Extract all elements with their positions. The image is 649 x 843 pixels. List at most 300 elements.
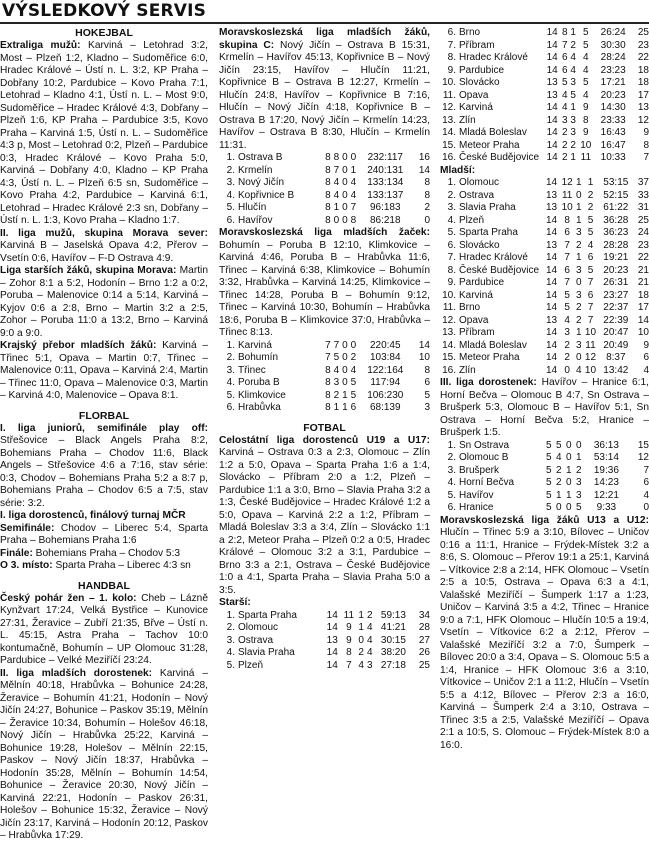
table-cell: 6. xyxy=(447,27,456,38)
table-cell: 1 xyxy=(576,202,582,213)
table-row xyxy=(219,177,430,190)
table-cell: 14 xyxy=(545,214,558,226)
table-cell: 16 xyxy=(418,152,430,163)
table-cell: 4 xyxy=(583,89,589,101)
results-paragraph xyxy=(0,423,208,511)
table-row xyxy=(440,202,649,215)
table-cell: 5. xyxy=(226,389,235,401)
table-cell: 11 xyxy=(343,609,355,621)
table-cell: 1 xyxy=(342,402,348,413)
table-cell: 18 xyxy=(637,64,649,76)
team-name: Poruba B xyxy=(238,377,280,388)
table-cell: 4 xyxy=(333,189,340,201)
league-label: Moravskoslezská liga mladších žaček: xyxy=(219,227,430,238)
table-cell: 0 xyxy=(342,377,348,388)
table-cell: 9 xyxy=(583,102,589,113)
table-cell: 14 xyxy=(546,127,558,138)
table-cell: 0 xyxy=(333,214,340,226)
table-cell: 16. xyxy=(442,364,456,376)
column-3 xyxy=(440,27,649,751)
table-cell: 3. xyxy=(226,177,235,188)
table-cell: 3 xyxy=(576,477,582,488)
table-cell: 20:49 xyxy=(603,339,629,351)
table-cell: 3 xyxy=(564,327,570,338)
table-cell: 12. xyxy=(442,314,456,326)
standings-table xyxy=(440,177,649,377)
table-cell: 25 xyxy=(637,27,649,38)
table-row xyxy=(440,440,649,453)
table-cell: 2 xyxy=(570,39,576,51)
results-paragraph xyxy=(0,668,208,843)
table-cell: 232:117 xyxy=(367,152,403,163)
table-row xyxy=(440,177,649,190)
table-cell: 1 xyxy=(570,27,576,38)
table-cell: 6 xyxy=(562,64,568,76)
results-paragraph xyxy=(219,435,430,598)
table-row xyxy=(440,252,649,265)
table-cell: 4 xyxy=(366,622,373,633)
table-cell: 22 xyxy=(637,252,649,263)
table-cell: 37 xyxy=(637,177,649,188)
table-cell: 12 xyxy=(561,177,573,188)
table-cell: 0 xyxy=(342,152,348,163)
table-cell: 0 xyxy=(576,352,582,363)
table-cell: 4 xyxy=(643,364,649,376)
table-cell: 68:139 xyxy=(369,402,401,413)
table-cell: 2 xyxy=(350,352,357,363)
table-cell: 36:13 xyxy=(593,439,619,451)
table-cell: 8 xyxy=(346,647,352,658)
table-cell: 23:23 xyxy=(600,64,626,76)
table-cell: 11. xyxy=(442,89,456,101)
table-cell: 12. xyxy=(442,102,456,113)
table-cell: 5. xyxy=(447,489,456,501)
table-cell: 8 xyxy=(325,164,331,176)
table-row xyxy=(219,365,430,378)
table-cell: 1 xyxy=(333,402,340,413)
table-cell: 1 xyxy=(587,177,594,188)
table-cell: 8. xyxy=(447,264,456,276)
table-cell: 0 xyxy=(576,439,582,451)
results-text: Karviná – Mělnín 40:18, Hrabůvka – Bohunice 24:28, Žeravice – Bohumín 41:21, Hodonín – Nový Jičín 24:27, Bohunice – Paskov 35:19, Mělnín – Žeravice 10:34, Bohumín – Holešov 46:18, Nový Jičín – Hrabůvka 25:22, Karviná – Bohunice 19:28, Holešov – Mělnín 22:15, Paskov – Nový Jičín 18:37, Hrabůvka – Hodonín 35:28, Mělnín – Bohumín 14:54, Bohunice – Žeravice 20:30, Nový Jičín – Karviná 22:21, Hodonín – Paskov 26:31, Holešov – Bohunice 15:32, Žeravice – Nový Jičín 23:17, Karviná – Hodonín 20:12, Paskov – Hrabůvka 17:29. xyxy=(0,667,208,841)
table-cell: 13. xyxy=(442,327,456,338)
table-cell: 23:27 xyxy=(603,289,629,301)
table-cell: 23:33 xyxy=(600,114,626,126)
table-cell: 8 xyxy=(583,114,589,126)
results-text: Karviná – Letohrad 3:2, Most – Plzeň 1:2, Kladno – Sudoměřice 6:0, Hradec Králové – Ústí n. L. 3:2, KP Praha – Dobřany 10:2, Pardubice – Kovo Praha 7:1, Letohrad – Kladno 4:1, Ústí n. L. – Most 9:0, Sudoměřice – Hradec Králové 4:3, Dobřany – Plzeň 1:6, KP Praha – Pardubice 3:5, Kovo Praha – Karviná 1:5, Ústí n. L. – Sudoměřice 4:3 p, Most – Letohrad 0:2, Plzeň – Pardubice 0:3, Hradec Králové – Kovo Praha 5:0, Karviná – Dobřany 4:0, Kladno – KP Praha 4:3, Ústí n. L. – Plzeň 6:5 sn, Sudoměřice – Kovo Praha 4:2, Pardubice – Karviná 6:1, Letohrad – Hradec Králové 2:3 sn, Dobřany – Ústí n. L. 1:3, Kovo Praha – Kladno 1:7. xyxy=(0,40,208,226)
team-name: Sparta Praha xyxy=(459,227,518,238)
table-cell: 4 xyxy=(562,102,568,113)
table-cell: 0 xyxy=(576,277,582,288)
table-cell: 2 xyxy=(570,139,576,151)
table-row xyxy=(440,52,649,65)
table-row xyxy=(440,127,649,140)
results-text: Nový Jičín – Ostrava B 15:31, Krmelín – Havířov 45:13, Kopřivnice B – Nový Jičín 23:15, Havířov – Hlučín 11:21, Kopřivnice B – Ostrava B 12:27, Krmelín – Hlučín 24:8, Havířov – Kopřivnice B 7:16, Hlučín – Nový Jičín 4:18, Kopřivnice B – Ostrava B 17:20, Nový Jičín – Krmelín 14:23, Havířov – Ostrava B 8:30, Hlučín – Krmelín 11:31. xyxy=(219,39,430,151)
table-cell: 1 xyxy=(358,609,364,621)
table-cell: 3 xyxy=(333,377,340,388)
team-name: Ostrava xyxy=(459,189,495,201)
section-heading-hokejbal: HOKEJBAL xyxy=(75,27,133,39)
table-row xyxy=(440,190,649,203)
table-cell: 18 xyxy=(637,289,649,301)
table-cell: 5 xyxy=(424,389,430,401)
table-cell: 27:18 xyxy=(380,659,406,671)
table-cell: 1. xyxy=(226,609,235,621)
table-cell: 14 xyxy=(326,647,338,658)
team-name: Hrabůvka xyxy=(238,402,281,413)
table-cell: 11 xyxy=(580,152,592,163)
table-cell: 2 xyxy=(358,647,364,658)
table-cell: 0 xyxy=(342,364,348,376)
table-cell: 3. xyxy=(226,364,235,376)
team-name: Karviná xyxy=(459,289,493,301)
standings-table xyxy=(219,340,430,415)
team-name: Hradec Králové xyxy=(459,52,528,63)
table-cell: 4 xyxy=(350,364,357,376)
column-2 xyxy=(219,27,430,744)
table-cell: 220:45 xyxy=(369,339,401,351)
table-cell: 23 xyxy=(637,239,649,251)
table-cell: 13 xyxy=(545,189,558,201)
results-paragraph xyxy=(0,265,208,340)
team-name: Hradec Králové xyxy=(459,252,528,263)
table-cell: 4. xyxy=(226,647,235,658)
table-cell: 10 xyxy=(584,327,597,338)
table-cell: 6. xyxy=(226,402,235,413)
table-cell: 14 xyxy=(545,252,558,263)
table-cell: 96:183 xyxy=(369,202,401,213)
table-cell: 0 xyxy=(576,189,582,201)
table-row xyxy=(219,152,430,165)
table-cell: 8 xyxy=(333,152,340,163)
table-cell: 6. xyxy=(447,502,456,513)
table-cell: 16:47 xyxy=(600,139,626,151)
table-cell: 0 xyxy=(350,152,357,163)
table-cell: 0 xyxy=(643,502,649,513)
table-cell: 10 xyxy=(584,364,597,376)
table-cell: 8 xyxy=(325,189,331,201)
table-label: Starší: xyxy=(219,597,251,608)
table-cell: 14 xyxy=(545,264,558,276)
table-cell: 14. xyxy=(442,339,456,351)
team-name: Pardubice xyxy=(459,277,505,288)
table-cell: 4 xyxy=(564,314,570,326)
table-cell: 3 xyxy=(576,264,582,276)
team-name: Hranice xyxy=(459,502,494,513)
table-cell: 17:21 xyxy=(600,77,626,88)
table-row xyxy=(219,352,430,365)
table-row xyxy=(219,340,430,353)
table-cell: 7 xyxy=(587,277,594,288)
table-cell: 8 xyxy=(424,364,430,376)
table-cell: 8 xyxy=(350,214,357,226)
table-cell: 133:137 xyxy=(367,189,404,201)
team-name: Havířov xyxy=(459,489,494,501)
table-cell: 4 xyxy=(570,64,576,76)
team-name: Karviná xyxy=(459,102,493,113)
team-name: Nový Jičín xyxy=(238,177,285,188)
table-row xyxy=(219,190,430,203)
table-cell: 0 xyxy=(342,202,348,213)
table-cell: 7 xyxy=(643,464,649,476)
team-name: Třinec xyxy=(238,364,266,376)
table-cell: 26:31 xyxy=(603,277,629,288)
table-cell: 133:134 xyxy=(367,177,404,188)
table-cell: 30:30 xyxy=(600,39,626,51)
table-cell: 14 xyxy=(545,177,558,188)
table-cell: 5 xyxy=(587,214,594,226)
team-name: Slavia Praha xyxy=(459,202,516,213)
table-row xyxy=(440,240,649,253)
league-label: Extraliga mužů: xyxy=(0,40,81,51)
table-cell: 2 xyxy=(333,389,340,401)
table-cell: 13 xyxy=(545,202,558,213)
table-cell: 14 xyxy=(546,64,558,76)
table-cell: 10 xyxy=(580,139,592,151)
table-row xyxy=(440,365,649,378)
table-cell: 0 xyxy=(566,477,572,488)
table-cell: 1 xyxy=(566,464,572,476)
table-cell: 8:37 xyxy=(606,352,626,363)
standings-table xyxy=(219,610,430,673)
table-cell: 36:28 xyxy=(603,214,629,226)
table-cell: 3 xyxy=(576,489,582,501)
table-row xyxy=(440,352,649,365)
table-cell: 1 xyxy=(570,102,576,113)
table-cell: 14 xyxy=(545,277,558,288)
table-cell: 12 xyxy=(637,114,649,126)
table-cell: 8 xyxy=(325,402,331,413)
table-cell: 1. xyxy=(226,152,235,163)
league-label: II. liga mladších dorostenek: xyxy=(0,667,153,679)
table-cell: 6 xyxy=(587,252,594,263)
team-name: České Budějovice xyxy=(459,152,540,163)
table-cell: 6. xyxy=(447,239,456,251)
table-cell: 53:15 xyxy=(603,177,629,188)
results-paragraph xyxy=(219,227,430,340)
team-name: Sn Ostrava xyxy=(459,439,510,451)
table-cell: 4 xyxy=(350,189,357,201)
table-cell: 2. xyxy=(226,622,235,633)
table-cell: 8 xyxy=(325,177,331,188)
table-cell: 240:131 xyxy=(367,164,404,176)
table-row xyxy=(440,477,649,490)
table-cell: 38:20 xyxy=(380,647,406,658)
table-cell: 53:14 xyxy=(593,452,619,463)
results-text: Havířov – Hranice 6:1, Horní Bečva – Olomouc B 4:7, Sn Ostrava – Brušperk 5:3, Olomouc B – Havířov 5:1, Sn Ostrava – Horní Bečva 5:2, Hranice – Brušperk 1:5. xyxy=(440,377,649,438)
team-name: Horní Bečva xyxy=(459,477,515,488)
table-cell: 5 xyxy=(587,227,594,238)
table-cell: 41:21 xyxy=(380,622,406,633)
table-cell: 5 xyxy=(564,302,570,313)
table-cell: 7. xyxy=(447,252,456,263)
table-cell: 6 xyxy=(564,264,570,276)
table-cell: 12 xyxy=(637,452,649,463)
table-cell: 2 xyxy=(562,127,568,138)
table-cell: 5 xyxy=(545,502,552,513)
team-name: Brno xyxy=(459,302,481,313)
table-cell: 22:39 xyxy=(603,314,629,326)
table-cell: 15. xyxy=(442,139,456,151)
table-cell: 2 xyxy=(556,477,562,488)
table-cell: 10 xyxy=(561,202,573,213)
results-paragraph xyxy=(440,515,649,753)
table-cell: 0 xyxy=(358,634,364,646)
table-cell: 1. xyxy=(447,177,456,188)
table-row xyxy=(440,152,649,165)
table-cell: 9 xyxy=(346,634,352,646)
team-name: Krmelín xyxy=(238,164,273,176)
table-cell: 13 xyxy=(326,634,338,646)
table-cell: 3. xyxy=(447,464,456,476)
table-cell: 5 xyxy=(583,39,589,51)
table-row xyxy=(219,635,430,648)
league-label: I. liga juniorů, semifinále play off: xyxy=(0,422,208,434)
table-cell: 14 xyxy=(326,659,338,671)
table-cell: 117:94 xyxy=(370,377,401,388)
table-cell: 13 xyxy=(546,89,558,101)
table-cell: 0 xyxy=(342,352,348,363)
table-cell: 4 xyxy=(350,177,357,188)
table-cell: 20:47 xyxy=(603,327,629,338)
table-cell: 7 xyxy=(564,277,570,288)
table-cell: 5 xyxy=(583,77,589,88)
table-cell: 86:218 xyxy=(369,214,401,226)
table-cell: 0 xyxy=(566,439,572,451)
table-cell: 14 xyxy=(545,352,558,363)
table-cell: 8 xyxy=(325,214,331,226)
table-row xyxy=(440,115,649,128)
table-cell: 14 xyxy=(546,139,558,151)
table-cell: 0 xyxy=(556,502,562,513)
table-cell: 5 xyxy=(545,439,552,451)
table-cell: 5 xyxy=(350,377,357,388)
table-row xyxy=(440,27,649,40)
team-name: Opava xyxy=(459,89,489,101)
table-cell: 14 xyxy=(545,339,558,351)
table-row xyxy=(440,102,649,115)
team-name: Olomouc xyxy=(459,177,500,188)
table-cell: 4 xyxy=(643,489,649,501)
table-row xyxy=(440,502,649,515)
standings-table xyxy=(440,440,649,515)
table-cell: 21 xyxy=(637,277,649,288)
table-cell: 52:15 xyxy=(603,189,629,201)
table-cell: 2. xyxy=(447,452,456,463)
table-row xyxy=(219,215,430,228)
table-cell: 5 xyxy=(545,452,552,463)
table-row xyxy=(219,610,430,623)
table-cell: 5 xyxy=(350,389,357,401)
table-cell: 6 xyxy=(424,377,430,388)
table-cell: 11 xyxy=(561,189,573,201)
table-row xyxy=(219,165,430,178)
table-cell: 2 xyxy=(564,352,570,363)
results-paragraph xyxy=(0,523,208,548)
table-cell: 20:23 xyxy=(600,89,626,101)
league-label: II. liga mužů, skupina Morava sever: xyxy=(0,227,208,239)
results-paragraph xyxy=(0,593,208,668)
results-paragraph xyxy=(0,228,208,266)
table-cell: 0 xyxy=(342,339,348,351)
table-cell: 10. xyxy=(442,77,456,88)
table-cell: 8 xyxy=(562,27,568,38)
table-cell: 3 xyxy=(424,402,430,413)
table-cell: 3 xyxy=(576,339,582,351)
table-row xyxy=(440,465,649,478)
table-cell: 10 xyxy=(418,352,430,363)
table-row xyxy=(440,315,649,328)
table-cell: 28 xyxy=(418,622,430,633)
table-cell: 1 xyxy=(556,489,562,501)
team-name: Meteor Praha xyxy=(459,352,520,363)
team-name: Klimkovice xyxy=(238,389,286,401)
table-cell: 4 xyxy=(358,659,364,671)
table-row xyxy=(440,277,649,290)
table-cell: 59:13 xyxy=(380,609,406,621)
table-row xyxy=(219,660,430,673)
table-cell: 4. xyxy=(447,477,456,488)
team-name: Hlučín xyxy=(238,202,267,213)
league-label: III. liga dorostenek: xyxy=(440,377,537,388)
table-cell: 20:23 xyxy=(603,264,629,276)
table-cell: 16. xyxy=(442,152,456,163)
table-row xyxy=(440,340,649,353)
table-cell: 5 xyxy=(587,264,594,276)
table-row xyxy=(440,452,649,465)
results-text: Chodov – Liberec 5:4, Sparta Praha – Bohemians Praha 1:6 xyxy=(0,522,208,546)
round-label: Semifinále: xyxy=(0,522,55,534)
table-cell: 17 xyxy=(637,89,649,101)
table-cell: 14. xyxy=(442,127,456,138)
team-name: Opava xyxy=(459,314,489,326)
table-cell: 13 xyxy=(545,239,558,251)
table-cell: 15 xyxy=(637,439,649,451)
results-text: Martin – Zohor 8:1 a 5:2, Hodonín – Brno 1:2 a 0:2, Poruba – Malenovice 0:14 a 5:14, Karviná – Kyjov 0:6 a 2:8, Brno – Martin 3:2 a 2:5, Zohor – Poruba 11:0 a 13:2, Brno – Karviná 9:0 a 9:0. xyxy=(0,265,208,339)
team-name: Pardubice xyxy=(459,64,505,76)
table-cell: 4. xyxy=(226,189,235,201)
table-cell: 11 xyxy=(585,339,596,351)
table-cell: 16:43 xyxy=(600,127,626,138)
table-cell: 14 xyxy=(546,114,558,126)
table-cell: 14 xyxy=(546,39,558,51)
results-paragraph xyxy=(0,560,208,573)
table-row xyxy=(440,290,649,303)
table-cell: 7 xyxy=(333,339,340,351)
table-cell: 14 xyxy=(545,302,558,313)
league-label: Český pohár žen – 1. kolo: xyxy=(0,592,137,604)
table-cell: 4 xyxy=(576,364,582,376)
table-row xyxy=(219,402,430,415)
team-name: Slovácko xyxy=(459,77,500,88)
table-cell: 0 xyxy=(342,177,348,188)
table-cell: 4 xyxy=(333,177,340,188)
page-title: VÝSLEDKOVÝ SERVIS xyxy=(2,1,207,21)
table-cell: 1 xyxy=(566,489,572,501)
results-text: Sparta Praha – Liberec 4:3 sn xyxy=(52,560,191,571)
table-cell: 1 xyxy=(570,152,576,163)
table-cell: 27 xyxy=(418,634,430,646)
results-text: Hlučín – Třinec 5:9 a 3:10, Bílovec – Uničov 0:16 a 11:1, Hranice – Frýdek-Místek 3:2 a 8:6, S. Olomouc – Přerov 19:1 a 25:1, Karviná – Vítkovice 2:8 a 2:14, HFK Olomouc – Vsetín 2:5 a 10:5, Ostrava – Opava 6:3 a 4:1, Valašské Meziříčí – Šumperk 1:17 a 1:23, Uničov – Karviná 3:5 a 4:2, Třinec – Hranice 9:0 a 7:1, HFK Olomouc – Hlučín 10:5 a 19:4, Vsetín – Vítkovice 6:2 a 2:12, Přerov – Valašské Meziříčí 3:2 a 7:0, Šumperk – Bílovec 20:0 a 3:4, Opava – S. Olomouc 5:5 a 1:4, Hranice – HFK Olomouc 3:6 a 3:10, Vítkovice – Uničov 2:1 a 11:2, Hlučín – Vsetín 5:5 a 4:12, Bílovec – Přerov 2:3 a 16:0, Karviná – Šumperk 2:4 a 3:10, Ostrava – Třinec 3:5 a 2:5, Valašské Meziříčí – Opava 2:1 a 10:5, S. Olomouc – Frýdek-Místek 8:0 a 16:0. xyxy=(440,527,649,751)
table-row xyxy=(440,490,649,503)
table-cell: 31 xyxy=(637,202,649,213)
table-cell: 4 xyxy=(333,364,340,376)
table-cell: 5 xyxy=(545,489,552,501)
round-label: O 3. místo: xyxy=(0,560,53,571)
team-name: Ostrava B xyxy=(238,152,283,163)
table-cell: 4 xyxy=(583,64,589,76)
round-label: Finále: xyxy=(0,547,33,559)
